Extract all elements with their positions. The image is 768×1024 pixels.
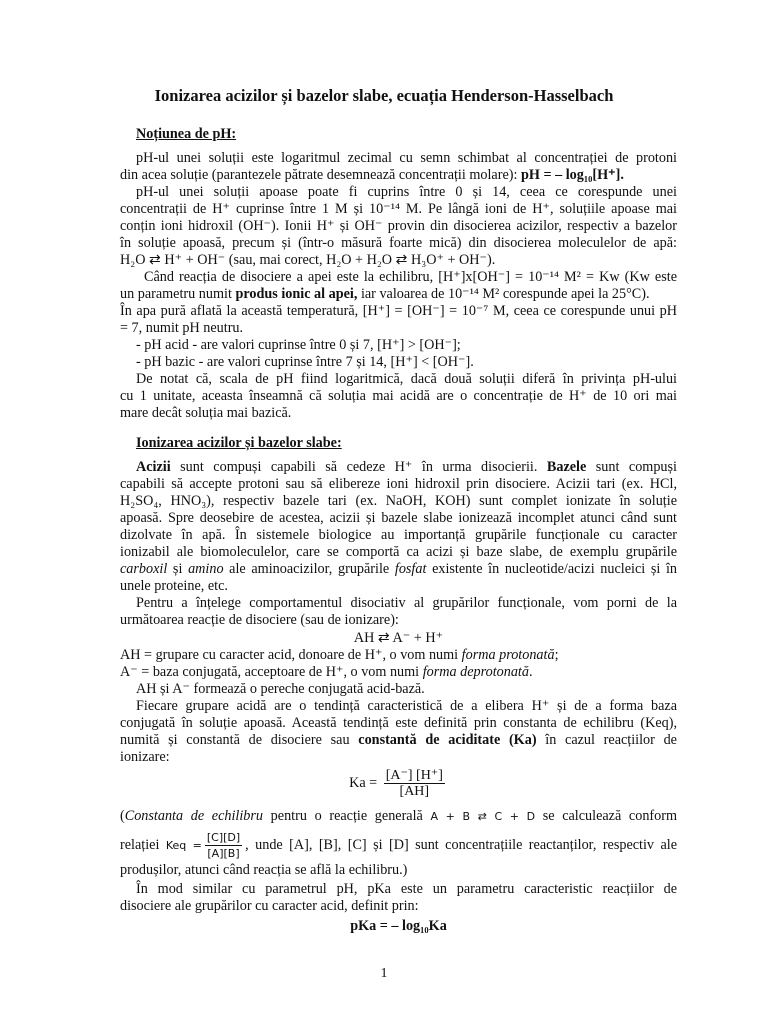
acidity-constant-term: constantă de aciditate (Ka) — [358, 732, 537, 748]
paragraph-line: În apa pură aflată la această temperatură, [H⁺] = [OH⁻] = 10⁻⁷ M, ceea ce corespunde unui pH — [120, 303, 677, 319]
paragraph-line: ionizabil ale biomoleculelor, care se comportă ca acizi și baze slabe, de exemplu grupările — [120, 544, 677, 560]
list-item: - pH bazic - are valori cuprinse între 7 și 14, [H⁺] < [OH⁻]. — [136, 354, 474, 370]
list-item: - pH acid - are valori cuprinse între 0 și 7, [H⁺] > [OH⁻]; — [136, 337, 461, 353]
paragraph-line: AH și A⁻ formează o pereche conjugată acid-bază. — [136, 681, 425, 697]
paragraph-line: De notat că, scala de pH fiind logaritmică, dacă două soluții diferă în privința pH-ului — [136, 371, 677, 387]
keq-denominator: [A][B] — [207, 847, 240, 861]
paragraph-line: A⁻ = baza conjugată, acceptoare de H⁺, o vom numi forma deprotonată. — [120, 664, 533, 680]
paragraph-line: mare decât soluția mai bazică. — [120, 405, 292, 421]
paragraph-line: pH-ul unei soluții apoase poate fi cuprins între 0 și 14, ceea ce corespunde unei — [136, 184, 677, 200]
paragraph-line: pH-ul unei soluții este logaritmul zecimal cu semn schimbat al concentrației de protoni — [136, 150, 677, 166]
acids-term: Acizii — [136, 459, 171, 475]
paragraph-line: apoasă. Spre deosebire de acestea, acizii și bazele slabe ionizează incomplet atunci când sunt — [120, 510, 677, 526]
section-heading-ph: Noțiunea de pH: — [136, 126, 237, 142]
dissociation-equation: AH ⇄ A⁻ + H⁺ — [353, 630, 444, 646]
paragraph-line: carboxil și amino ale aminoacizilor, grupările fosfat existente în nucleotide/acizi nucleici și în — [120, 561, 678, 577]
paragraph-line: disociere ale grupărilor cu caracter acid, definit prin: — [120, 898, 419, 914]
note-line: (Constanta de echilibru pentru o reacție generală A + B ⇄ C + D se calculează conform — [120, 808, 677, 824]
paragraph-line: unele proteine, etc. — [120, 578, 228, 594]
paragraph-line: Acizii sunt compuși capabili să cedeze H⁺ în urma disocierii. Bazele sunt compuși — [136, 459, 677, 475]
ka-denominator: [AH] — [399, 784, 430, 800]
page-number: 1 — [380, 966, 388, 981]
section-heading-ionization: Ionizarea acizilor și bazelor slabe: — [136, 435, 342, 451]
paragraph-line: În mod similar cu parametrul pH, pKa este un parametru caracteristic reacțiilor de — [136, 881, 677, 897]
paragraph-line: Fiecare grupare acidă are o tendință caracteristică de a elibera H⁺ și de a forma baza — [136, 698, 677, 714]
bases-term: Bazele — [546, 459, 587, 475]
paragraph-line: H₂SO₄, HNO₃), respectiv bazele tari (ex. NaOH, KOH) sunt complet ionizate în soluție — [120, 493, 677, 509]
keq-numerator: [C][D] — [206, 831, 241, 845]
paragraph-line: cu 1 unitate, aceasta înseamnă că soluția mai acidă are o concentrație de H⁺ de 10 ori mai — [120, 388, 677, 404]
page-title: Ionizarea acizilor și bazelor slabe, ecuația Henderson-Hasselbach — [154, 86, 614, 105]
ka-formula: Ka = $\frac{[A^-] [H^+]}{[AH]}$ — [349, 768, 443, 800]
paragraph-line: conțin ioni hidroxil (OH⁻). Ionii H⁺ și OH⁻ provin din disocierea acizilor, respectiv a bazelor — [120, 218, 677, 234]
note-line: relației Keq = $\frac{[C][D]}{[A][B]}$ , unde [A], [B], [C] și [D] sunt concentrațiile reactanților, respectiv ale — [120, 831, 677, 861]
paragraph-line: din acea soluție (parantezele pătrate desemnează concentrații molare): pH = – log₁₀[H⁺]. — [120, 167, 624, 183]
paragraph-line: conjugată în soluție apoasă. Această tendință este definită prin constanta de echilibru (Keq), — [120, 715, 677, 731]
paragraph-line: concentrații de H⁺ cuprinse între 1 M și 10⁻¹⁴ M. Pe lângă ioni de H⁺, soluțiile apoase mai — [120, 201, 677, 217]
paragraph-line: capabili să accepte protoni sau să elibereze ioni hidroxil prin disociere. Acizii tari (ex. HCl, — [120, 476, 677, 492]
paragraph-line: Când reacția de disociere a apei este la echilibru, [H⁺]x[OH⁻] = 10⁻¹⁴ M² = Kw (Kw este — [144, 269, 677, 285]
water-dissociation-equation: H₂O ⇄ H⁺ + OH⁻ (sau, mai corect, H₂O + H₂O ⇄ H₃O⁺ + OH⁻). — [120, 252, 496, 268]
paragraph-line: dizolvate în apă. În sistemele biologice au importanță grupările funcționale cu caracter — [120, 527, 677, 543]
ph-formula: pH = – log₁₀[H⁺]. — [520, 167, 624, 183]
paragraph-line: în soluție apoasă, precum și (într-o măsură foarte mică) din disocierea moleculelor de apă: — [120, 235, 677, 251]
note-line: produșilor, atunci când reacția se află la echilibru.) — [120, 862, 408, 878]
paragraph-line: AH = grupare cu caracter acid, donoare de H⁺, o vom numi forma protonată; — [120, 647, 559, 663]
paragraph-line: numită și constantă de disociere sau constantă de aciditate (Ka) în cazul reacțiilor de — [120, 732, 677, 748]
paragraph-line: ionizare: — [120, 749, 170, 765]
pka-formula: pKa = – log₁₀Ka — [350, 918, 447, 934]
ionic-product-term: produs ionic al apei, — [235, 286, 358, 302]
paragraph-line: un parametru numit produs ionic al apei, iar valoarea de 10⁻¹⁴ M² corespunde apei la 25°C). — [120, 286, 650, 302]
paragraph-line: următoarea reacție de disociere (sau de ionizare): — [120, 612, 399, 628]
paragraph-line: Pentru a înțelege comportamentul disociativ al grupărilor funcționale, vom porni de la — [136, 595, 677, 611]
paragraph-line: = 7, numit pH neutru. — [120, 320, 244, 336]
ka-numerator: [A⁻] [H⁺] — [385, 768, 443, 784]
